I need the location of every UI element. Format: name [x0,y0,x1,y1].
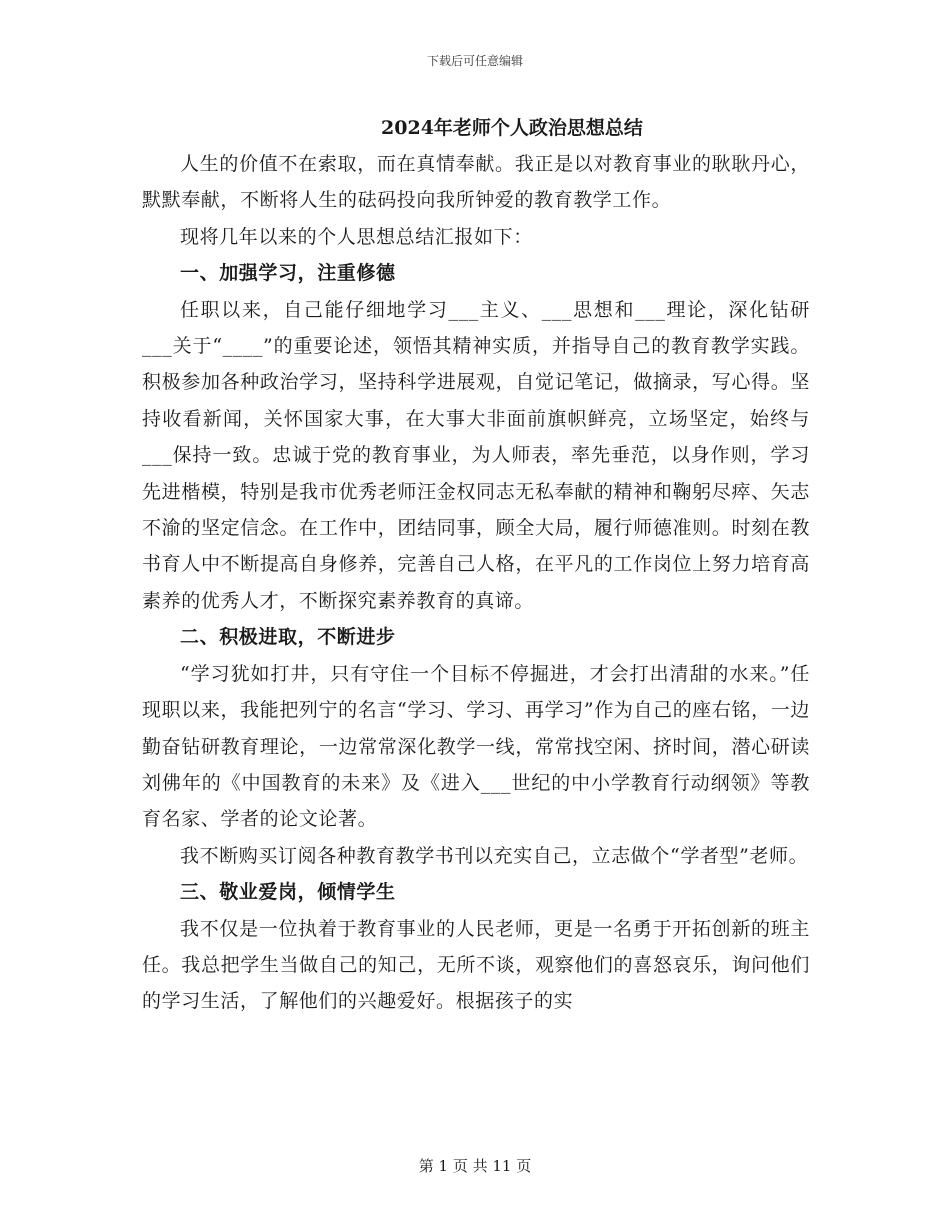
section-heading-2: 二、积极进取，不断进步 [180,626,396,649]
section-1-paragraph-1: 任职以来，自己能仔细地学习___主义、___思想和___理论，深化钻研___关于“____”的重要论述，领悟其精神实质，并指导自己的教育教学实践。积极参加各种政治学习，坚持科学进展观，自觉记笔记，做摘录，写心得。坚持收看新闻，关怀国家大事，在大事大非面前旗帜鲜亮，立场坚定，始终与___保持一致。忠诚于党的教育事业，为人师表，率先垂范，以身作则，学习先进楷模，特别是我市优秀老师汪金权同志无私奉献的精神和鞠躬尽瘁、矢志不渝的坚定信念。在工作中，团结同事，顾全大局，履行师德准则。时刻在教书育人中不断提高自身修养，完善自己人格，在平凡的工作岗位上努力培育高素养的优秀人才，不断探究素养教育的真谛。 [142,298,810,612]
section-2-paragraph-2: 我不断购买订阅各种教育教学书刊以充实自己，立志做个“学者型”老师。 [180,844,809,867]
section-heading-1: 一、加强学习，注重修德 [180,262,396,285]
document-title: 2024年老师个人政治思想总结 [381,117,643,139]
section-heading-3: 三、敬业爱岗，倾情学生 [180,881,396,904]
intro-paragraph-2: 现将几年以来的个人思想总结汇报如下： [180,225,533,248]
page-number: 第 1 页 共 11 页 [418,1157,532,1175]
document-body [142,110,810,1020]
section-3-paragraph-1: 我不仅是一位执着于教育事业的人民老师，更是一名勇于开拓创新的班主任。我总把学生当做自己的知己，无所不谈，观察他们的喜怒哀乐，询问他们的学习生活，了解他们的兴趣爱好。根据孩子的实 [142,917,810,1013]
page-header-note: 下载后可任意编辑 [426,54,523,68]
intro-paragraph-1: 人生的价值不在索取，而在真情奉献。我正是以对教育事业的耿耿丹心，默默奉献，不断将人生的砝码投向我所钟爱的教育教学工作。 [142,153,810,212]
section-2-paragraph-1: “学习犹如打井，只有守住一个目标不停掘进，才会打出清甜的水来。”任现职以来，我能把列宁的名言“学习、学习、再学习”作为自己的座右铭，一边勤奋钻研教育理论，一边常常深化教学一线，常常找空闲、挤时间，潜心研读刘佛年的《中国教育的未来》及《进入___世纪的中小学教育行动纲领》等教育名家、学者的论文论著。 [142,662,810,831]
